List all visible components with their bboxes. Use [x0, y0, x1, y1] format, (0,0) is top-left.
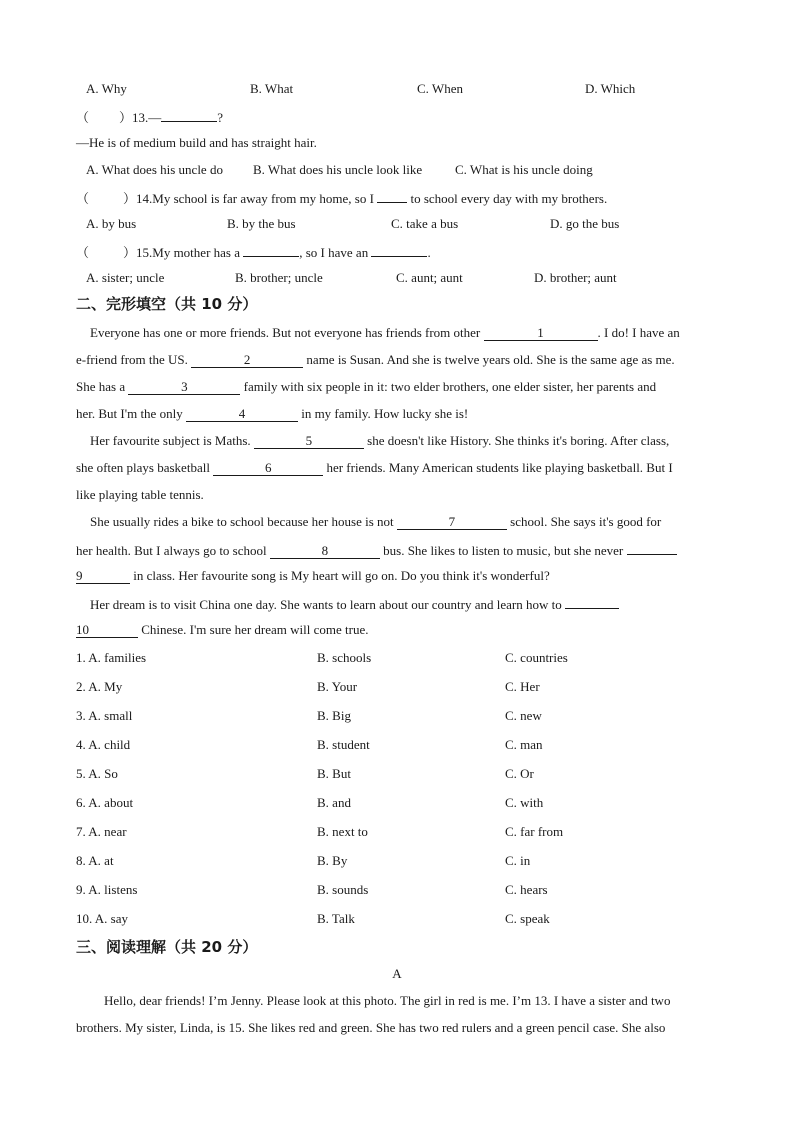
cloze-text: Her favourite subject is Maths.: [90, 433, 251, 448]
cloze-blank-2[interactable]: 2: [191, 353, 303, 368]
cloze-option-4b: B. student: [317, 737, 370, 752]
q14-option-d: D. go the bus: [550, 216, 620, 231]
cloze-option-9a: 9. A. listens: [76, 882, 138, 897]
cloze-option-1b: B. schools: [317, 650, 372, 665]
cloze-text: Everyone has one or more friends. But not everyone has friends from other: [90, 325, 481, 340]
q14-option-c: C. take a bus: [391, 216, 459, 231]
q15-paren-open: （: [76, 245, 90, 260]
q14-text-b: to school every day with my brothers.: [410, 191, 608, 206]
q12-option-d: D. Which: [585, 81, 636, 96]
cloze-blank-3[interactable]: 3: [128, 380, 240, 395]
cloze-option-8b: B. By: [317, 853, 348, 868]
cloze-option-7b: B. next to: [317, 824, 368, 839]
cloze-line-7: like playing table tennis.: [76, 487, 204, 502]
cloze-option-1a: 1. A. families: [76, 650, 147, 665]
cloze-option-2b: B. Your: [317, 679, 358, 694]
q15-text-a: ）15.My mother has a: [123, 245, 240, 260]
cloze-text: family with six people in it: two elder brothers, one elder sister, her parents and: [243, 379, 657, 394]
section-2-heading: 二、完形填空（共 10 分）: [76, 295, 258, 313]
cloze-option-9c: C. hears: [505, 882, 548, 897]
cloze-blank-8[interactable]: 8: [270, 544, 380, 559]
cloze-text: Chinese. I'm sure her dream will come true.: [141, 622, 369, 637]
cloze-option-6c: C. with: [505, 795, 544, 810]
passage-a-label: A: [392, 966, 402, 981]
q15-end: .: [427, 245, 431, 260]
q14-option-a: A. by bus: [86, 216, 137, 231]
q13-blank[interactable]: [161, 107, 217, 122]
cloze-blank-6[interactable]: 6: [213, 461, 323, 476]
cloze-blank-7[interactable]: 7: [397, 515, 507, 530]
cloze-line-12: [76, 621, 369, 639]
cloze-option-7c: C. far from: [505, 824, 564, 839]
reading-line-2: brothers. My sister, Linda, is 15. She likes red and green. She has two red rulers and a green pencil case. She also: [76, 1020, 666, 1035]
question-13: [76, 107, 223, 127]
cloze-option-4a: 4. A. child: [76, 737, 131, 752]
cloze-blank-1[interactable]: 1: [484, 326, 598, 341]
q13-answer-line: —He is of medium build and has straight hair.: [76, 135, 317, 150]
cloze-blank-9[interactable]: 9: [76, 569, 130, 584]
cloze-text: bus. She likes to listen to music, but she never: [383, 543, 624, 558]
cloze-text: her. But I'm the only: [76, 406, 183, 421]
cloze-blank-5[interactable]: 5: [254, 434, 364, 449]
cloze-blank-4[interactable]: 4: [186, 407, 298, 422]
q14-paren-open: （: [76, 191, 90, 206]
cloze-option-10a: 10. A. say: [76, 911, 128, 926]
cloze-line-6: [76, 459, 673, 477]
q12-option-b: B. What: [250, 81, 294, 96]
q14-text-a: ）14.My school is far away from my home, so I: [123, 191, 374, 206]
cloze-blank-10-start[interactable]: [565, 594, 619, 609]
cloze-line-11: [90, 594, 619, 614]
cloze-text: She usually rides a bike to school because her house is not: [90, 514, 394, 529]
cloze-line-1: [90, 324, 680, 342]
cloze-line-2: [76, 351, 675, 369]
cloze-line-9: [76, 540, 677, 560]
cloze-option-5c: C. Or: [505, 766, 534, 781]
cloze-text: . I do! I have an: [597, 325, 680, 340]
cloze-text: school. She says it's good for: [510, 514, 662, 529]
reading-line-1: Hello, dear friends! I’m Jenny. Please look at this photo. The girl in red is me. I’m 13. I have a sister and two: [104, 993, 671, 1008]
cloze-option-1c: C. countries: [505, 650, 568, 665]
q15-text-b: , so I have an: [299, 245, 369, 260]
cloze-text: she doesn't like History. She thinks it's boring. After class,: [367, 433, 670, 448]
cloze-option-5b: B. But: [317, 766, 351, 781]
q13-number: ）13.—: [119, 110, 162, 125]
q15-blank-2[interactable]: [371, 242, 427, 257]
cloze-text: in class. Her favourite song is My heart will go on. Do you think it's wonderful?: [133, 568, 550, 583]
cloze-option-6b: B. and: [317, 795, 351, 810]
q15-option-b: B. brother; uncle: [235, 270, 323, 285]
q12-option-a: A. Why: [86, 81, 127, 96]
cloze-text: her friends. Many American students like playing basketball. But I: [326, 460, 673, 475]
cloze-text: her health. But I always go to school: [76, 543, 267, 558]
cloze-text: e-friend from the US.: [76, 352, 188, 367]
cloze-option-10b: B. Talk: [317, 911, 355, 926]
q15-option-a: A. sister; uncle: [86, 270, 165, 285]
question-14: [76, 188, 607, 208]
q13-option-c: C. What is his uncle doing: [455, 162, 593, 177]
cloze-line-8: [90, 513, 661, 531]
cloze-blank-9-start[interactable]: [627, 540, 677, 555]
cloze-line-4: [76, 405, 468, 423]
cloze-line-10: [76, 567, 550, 585]
cloze-option-8c: C. in: [505, 853, 531, 868]
q13-option-b: B. What does his uncle look like: [253, 162, 423, 177]
cloze-option-3c: C. new: [505, 708, 542, 723]
cloze-option-3a: 3. A. small: [76, 708, 133, 723]
cloze-option-5a: 5. A. So: [76, 766, 118, 781]
question-15: [76, 242, 431, 262]
cloze-option-7a: 7. A. near: [76, 824, 127, 839]
cloze-option-4c: C. man: [505, 737, 543, 752]
cloze-option-9b: B. sounds: [317, 882, 369, 897]
cloze-option-2c: C. Her: [505, 679, 540, 694]
q13-option-a: A. What does his uncle do: [86, 162, 223, 177]
cloze-option-2a: 2. A. My: [76, 679, 123, 694]
q15-blank-1[interactable]: [243, 242, 299, 257]
q13-paren-open: （: [76, 110, 90, 125]
section-3-heading: 三、阅读理解（共 20 分）: [76, 938, 258, 956]
cloze-text: Her dream is to visit China one day. She wants to learn about our country and learn how to: [90, 597, 562, 612]
cloze-text: she often plays basketball: [76, 460, 210, 475]
cloze-text: name is Susan. And she is twelve years old. She is the same age as me.: [306, 352, 675, 367]
cloze-option-8a: 8. A. at: [76, 853, 114, 868]
q15-option-d: D. brother; aunt: [534, 270, 617, 285]
cloze-line-5: [90, 432, 669, 450]
cloze-line-3: [76, 378, 656, 396]
cloze-text: She has a: [76, 379, 126, 394]
q14-blank[interactable]: [377, 188, 407, 203]
q15-option-c: C. aunt; aunt: [396, 270, 463, 285]
cloze-text: in my family. How lucky she is!: [301, 406, 469, 421]
cloze-option-3b: B. Big: [317, 708, 351, 723]
cloze-option-6a: 6. A. about: [76, 795, 134, 810]
q13-end: ?: [217, 110, 224, 125]
q14-option-b: B. by the bus: [227, 216, 296, 231]
cloze-blank-10[interactable]: 10: [76, 623, 138, 638]
q12-option-c: C. When: [417, 81, 463, 96]
cloze-option-10c: C. speak: [505, 911, 550, 926]
